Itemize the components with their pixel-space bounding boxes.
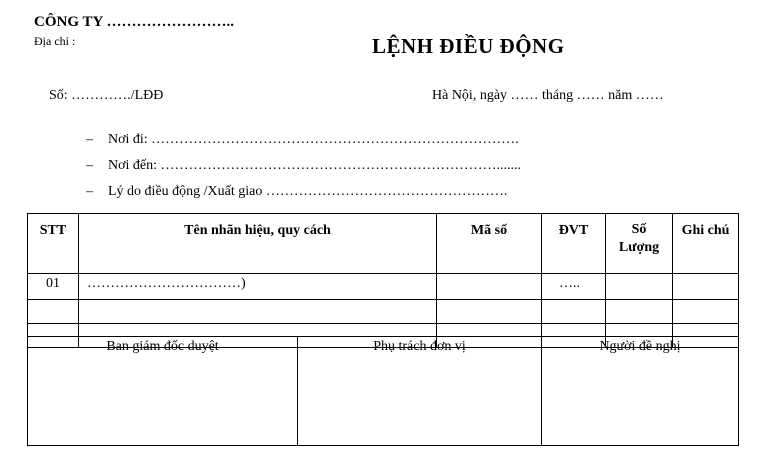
signature-requester: Người đề nghị: [542, 337, 739, 446]
signature-unit-head: Phụ trách đơn vị: [298, 337, 542, 446]
origin-text: Nơi đi: …………………………………………………………………….: [108, 132, 519, 147]
header-code: Mã số: [437, 214, 542, 274]
header-stt: STT: [28, 214, 79, 274]
table-header-row: [28, 214, 739, 274]
empty-cell: [542, 300, 606, 324]
header-name: Tên nhãn hiệu, quy cách: [79, 214, 437, 274]
document-title: LỆNH ĐIỀU ĐỘNG: [372, 34, 565, 58]
row-name: ……………………………): [79, 274, 437, 300]
reason-line: [86, 184, 507, 200]
signature-director: Ban giám đốc duyệt: [28, 337, 298, 446]
destination-text: Nơi đến: ……………………………………………………………….......: [108, 158, 522, 173]
empty-cell: [673, 300, 739, 324]
empty-cell: [437, 300, 542, 324]
header-note: Ghi chú: [673, 214, 739, 274]
header-quantity-line2: Lượng: [618, 240, 660, 255]
empty-cell: [606, 300, 673, 324]
address-label: Địa chỉ :: [34, 34, 76, 48]
header-unit: ĐVT: [542, 214, 606, 274]
table-row: [28, 274, 739, 300]
bullet-dash: –: [86, 158, 93, 173]
document-date: Hà Nội, ngày …… tháng …… năm ……: [432, 88, 664, 103]
table-row: [28, 300, 739, 324]
document-number: Số: …………./LĐĐ: [49, 88, 164, 103]
row-code: [437, 274, 542, 300]
row-stt: 01: [28, 274, 79, 300]
company-name: CÔNG TY ……………………..: [34, 14, 235, 30]
goods-table: [27, 213, 739, 348]
empty-cell: [28, 300, 79, 324]
header-quantity-line1: Số: [631, 222, 647, 237]
destination-line: [86, 158, 521, 174]
bullet-dash: –: [86, 132, 93, 147]
row-quantity: [606, 274, 673, 300]
row-unit: …..: [542, 274, 606, 300]
signature-table: [27, 336, 739, 446]
origin-line: [86, 132, 519, 148]
row-note: [673, 274, 739, 300]
reason-text: Lý do điều động /Xuất giao …………………………………………….: [108, 184, 508, 199]
header-quantity: [606, 214, 673, 274]
empty-cell: [79, 300, 437, 324]
bullet-dash: –: [86, 184, 93, 199]
